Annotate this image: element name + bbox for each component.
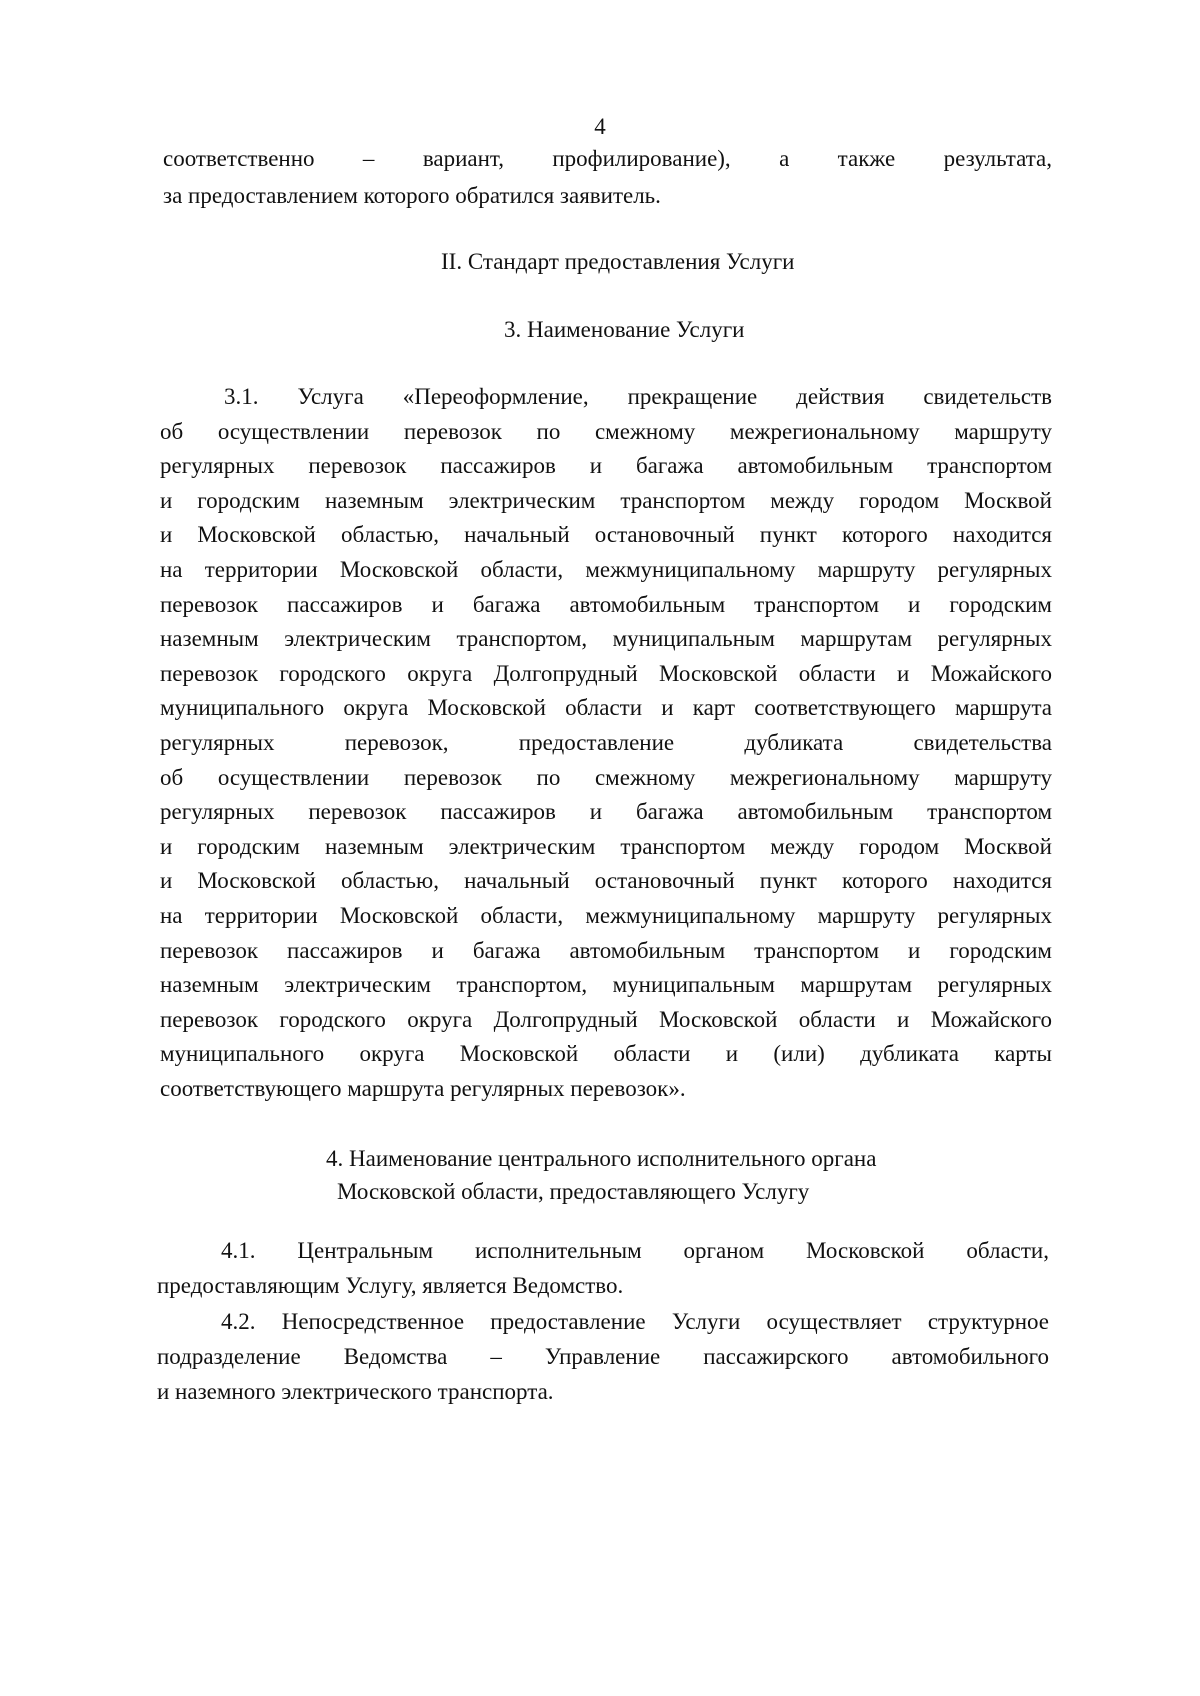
text-line: на территории Московской области, межмуниципальному маршруту регулярных [160, 902, 1052, 928]
text-line: перевозок пассажиров и багажа автомобильным транспортом и городским [160, 591, 1052, 617]
text-line: перевозок городского округа Долгопрудный Московской области и Можайского [160, 1006, 1052, 1032]
text-line: регулярных перевозок пассажиров и багажа автомобильным транспортом [160, 799, 1052, 825]
paragraph-4-1 [157, 1233, 1049, 1303]
text-line: регулярных перевозок, предоставление дубликата свидетельства [160, 729, 1052, 755]
text-line: наземным электрическим транспортом, муниципальным маршрутам регулярных [160, 626, 1052, 652]
heading-3: 3. Наименование Услуги [504, 317, 745, 342]
text-line: перевозок городского округа Долгопрудный Московской области и Можайского [160, 660, 1052, 686]
section-title: II. Стандарт предоставления Услуги [441, 249, 795, 274]
text-line: 4.1. Центральным исполнительным органом Московской области, [221, 1238, 1049, 1263]
text-line: и городским наземным электрическим транспортом между городом Москвой [160, 833, 1052, 859]
paragraph-3-1 [160, 380, 1052, 1106]
heading-4-line-2: Московской области, предоставляющего Услугу [337, 1179, 810, 1204]
text-line: за предоставлением которого обратился заявитель. [163, 183, 661, 208]
text-line: соответственно – вариант, профилирование), а также результата, [163, 146, 1052, 171]
intro-paragraph [163, 140, 1052, 214]
text-line: перевозок пассажиров и багажа автомобильным транспортом и городским [160, 937, 1052, 963]
text-line: муниципального округа Московской области и (или) дубликата карты [160, 1041, 1052, 1067]
text-line: и наземного электрического транспорта. [157, 1379, 554, 1404]
page-number: 4 [594, 114, 606, 139]
text-line: об осуществлении перевозок по смежному межрегиональному маршруту [160, 418, 1052, 444]
text-line: и Московской областью, начальный остановочный пункт которого находится [160, 522, 1052, 548]
text-line: 3.1. Услуга «Переоформление, прекращение действия свидетельств [224, 384, 1052, 409]
heading-4-line-1: 4. Наименование центрального исполнительного органа [326, 1146, 877, 1171]
text-line: на территории Московской области, межмуниципальному маршруту регулярных [160, 556, 1052, 582]
text-line: наземным электрическим транспортом, муниципальным маршрутам регулярных [160, 972, 1052, 998]
text-line: и городским наземным электрическим транспортом между городом Москвой [160, 487, 1052, 513]
text-line: об осуществлении перевозок по смежному межрегиональному маршруту [160, 764, 1052, 790]
text-line: регулярных перевозок пассажиров и багажа автомобильным транспортом [160, 453, 1052, 479]
text-line: и Московской областью, начальный остановочный пункт которого находится [160, 868, 1052, 894]
text-line: подразделение Ведомства – Управление пассажирского автомобильного [157, 1344, 1049, 1369]
paragraph-4-2 [157, 1304, 1049, 1409]
text-line: предоставляющим Услугу, является Ведомство. [157, 1273, 624, 1298]
text-line: 4.2. Непосредственное предоставление Услуги осуществляет структурное [221, 1309, 1049, 1334]
text-line: соответствующего маршрута регулярных перевозок». [160, 1075, 686, 1101]
text-line: муниципального округа Московской области и карт соответствующего маршрута [160, 695, 1052, 721]
